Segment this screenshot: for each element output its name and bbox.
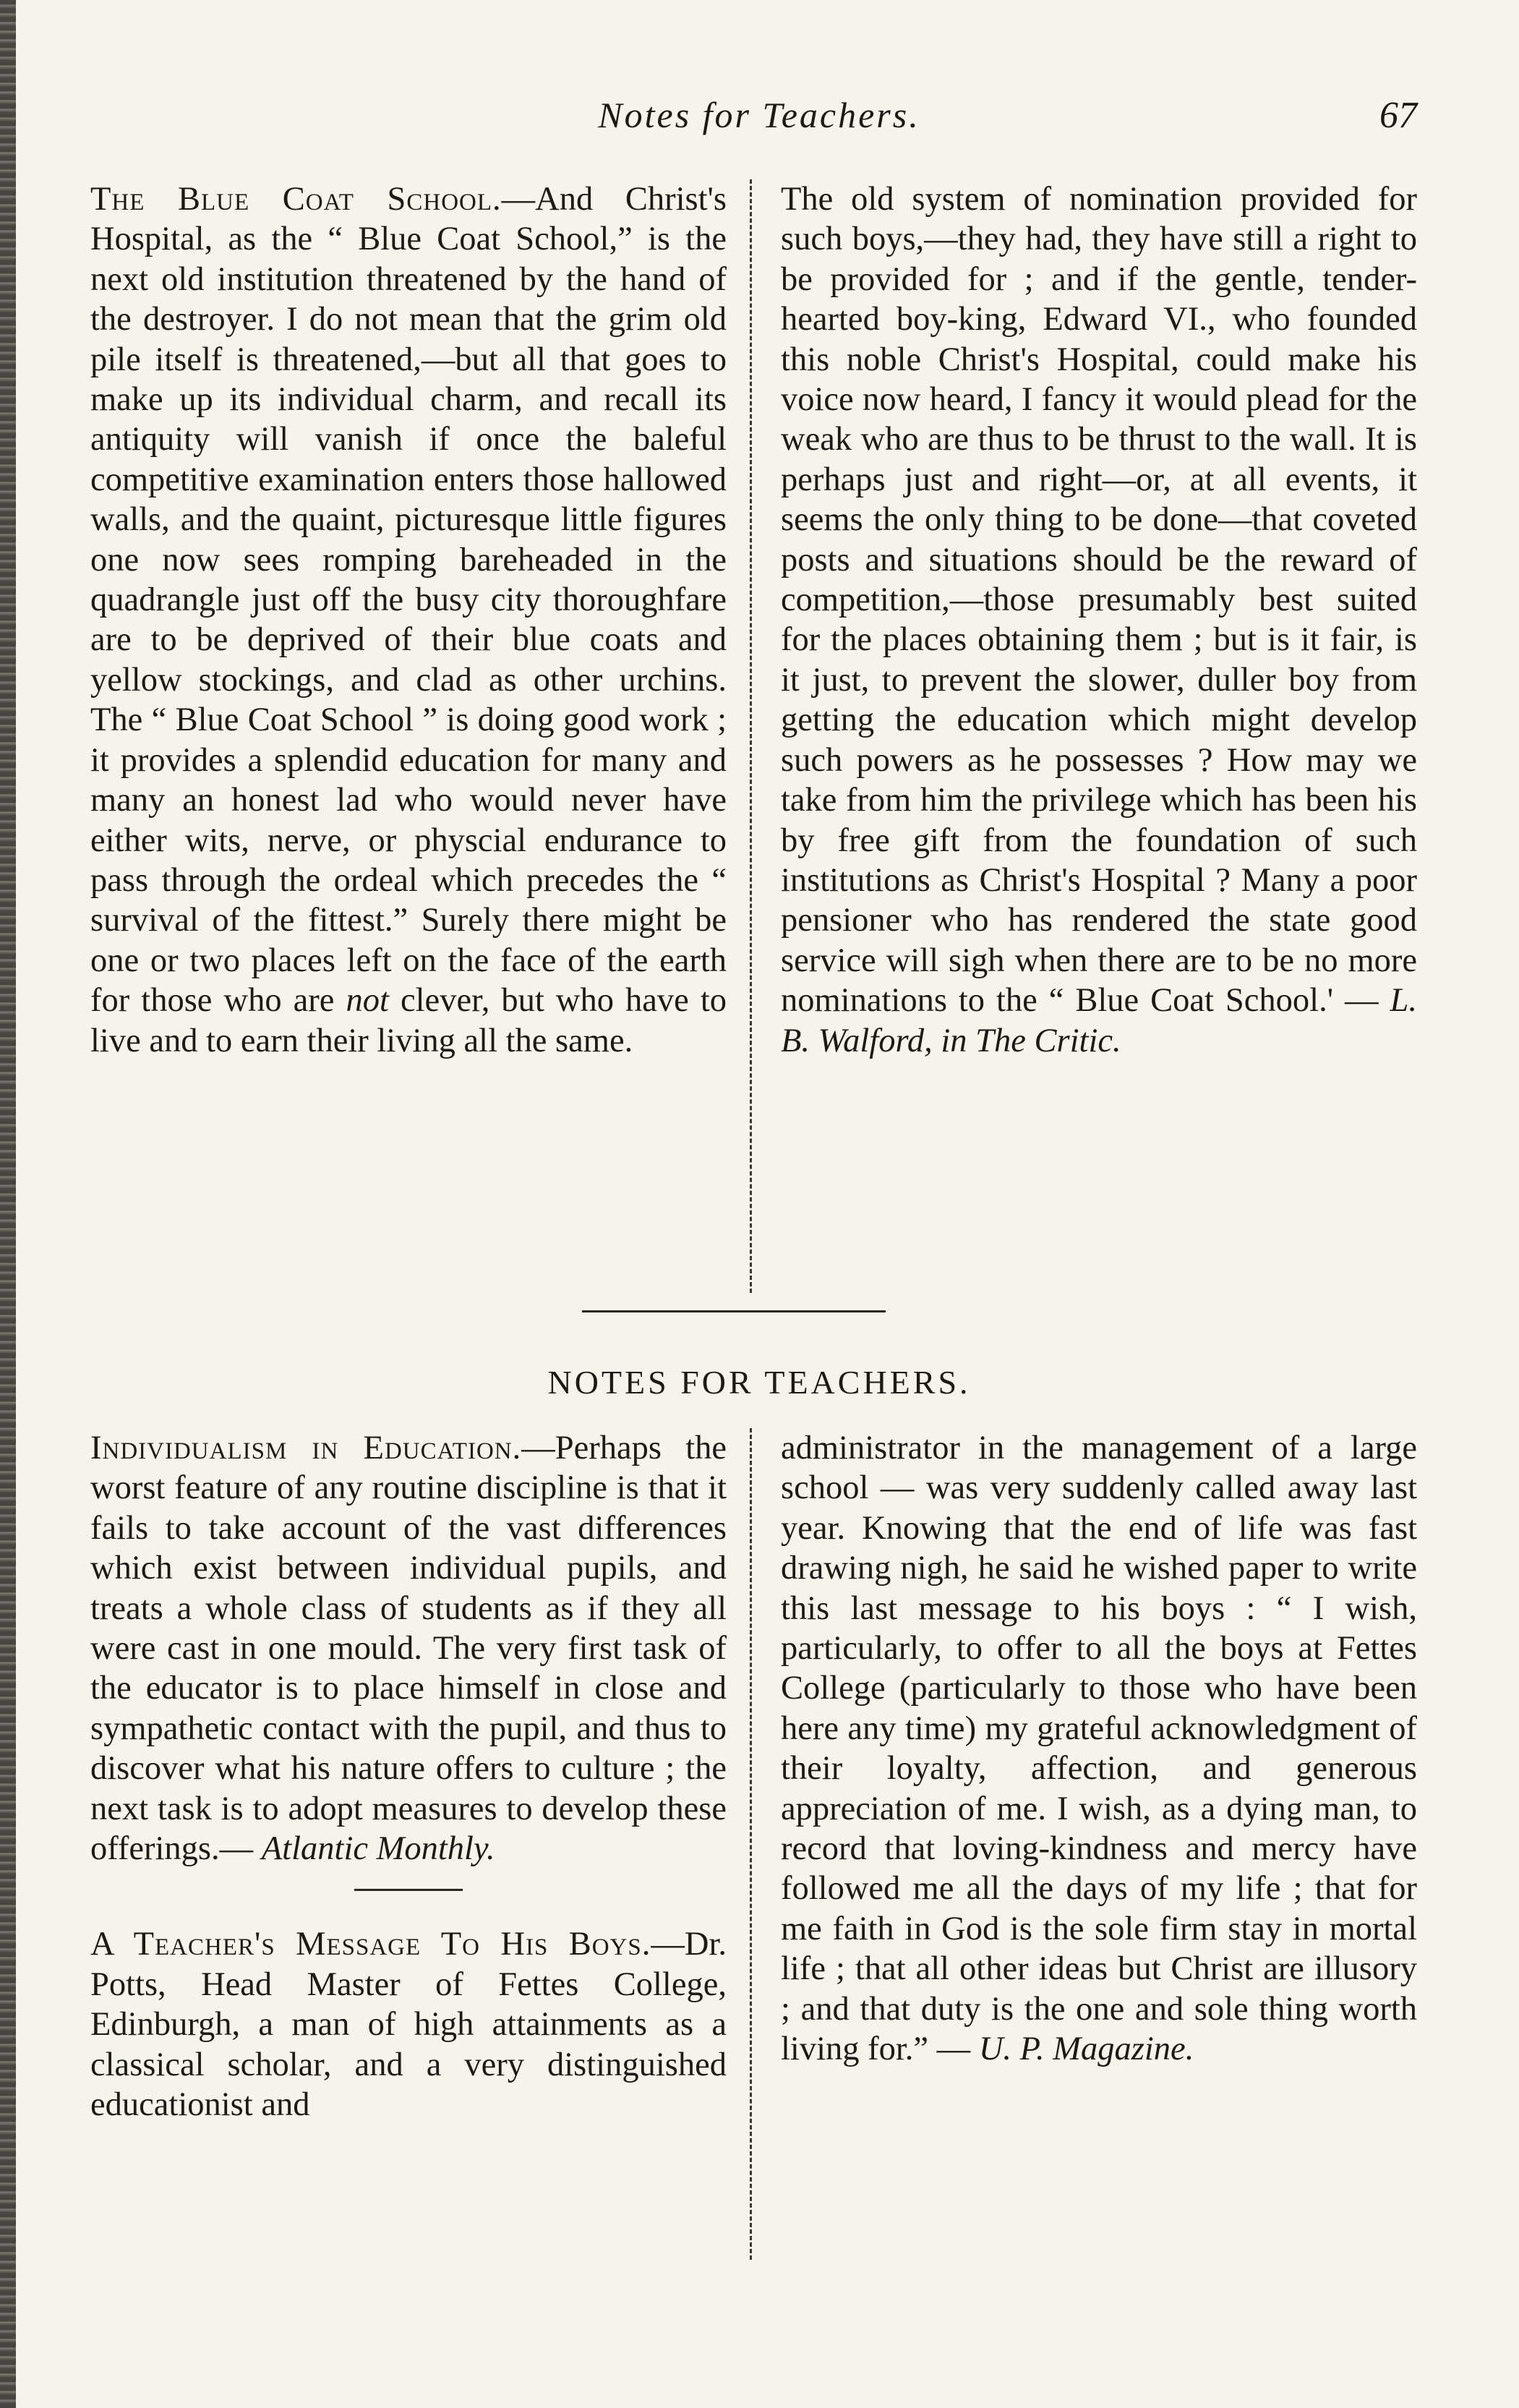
blue-coat-article [90,179,1421,1293]
article-credit: Atlantic Monthly. [261,1830,495,1868]
article-paragraph [90,1428,727,1869]
article-text: —And Christ's Hospital, as the “ Blue Coat School,” is the next old institution threatened by the hand of the destroyer. I do not mean that the grim old pile itself is threatened,—but all that goes to make up its individual charm, and recall its antiquity will vanish if once the baleful competitive examination enters those hallowed walls, and the quaint, picturesque little figures one now sees romping bareheaded in the quadrangle just off the busy city thoroughfare are to be deprived of their blue coats and yellow stockings, and clad as other urchins. The “ Blue Coat School ” is doing good work ; it provides a splendid education for many and many an honest lad who would never have either wits, nerve, or physcial endurance to pass through the ordeal which precedes the “ survival of the fittest.” Surely there might be one or two places left on the face of the earth for those who are [90,181,727,1020]
article-paragraph [90,1924,727,2125]
article-text: The old system of nomination provided for such boys,—they had, they have still a right to be provided for ; and if the gentle, tender-hearted boy-king, Edward VI., who founded this noble Christ's Hospital, could make his voice now heard, I fancy it would plead for the weak who are thus to be thrust to the wall. It is perhaps just and right—or, at all events, it seems the only thing to be done—that coveted posts and situations should be the reward of competition,—those presumably best suited for the places obtaining them ; but is it fair, is it just, to prevent the slower, duller boy from getting the education which might develop such powers as he possesses ? How may we take from him the privilege which has been his by free gift from the foundation of such institutions as Christ's Hospital ? Many a poor pensioner who has rendered the state good service will sigh when there are to be no more nominations to the “ Blue Coat School.' — [781,181,1417,1020]
article-paragraph [90,179,727,1061]
article-credit: L. B. Walford, in The Critic. [781,982,1418,1059]
article-divider [354,1889,463,1891]
article-text: —Dr. Potts, Head Master of Fettes College, Edinburgh, a man of high attainments as a classical scholar, and a very distinguished educationist and [90,1926,727,2124]
binding-edge [0,0,16,2408]
right-column [781,179,1417,1061]
running-head [87,94,1432,152]
article-text: administrator in the management of a large school — was very suddenly called away last year. Knowing that the end of life was fast drawing nigh, he said he wished paper to write this last message to his boys : “ I wish, particularly, to offer to all the boys at Fettes College (particularly to those who have been here any time) my grateful acknowledgment of their loyalty, affection, and generous appreciation of me. I wish, as a dying man, to record that loving-kindness and mercy have followed me all the days of my life ; that for me faith in God is the sole firm stay in mortal life ; that all other ideas but Christ are illusory ; and that duty is the one and sole thing worth living for.” — [781,1430,1417,2068]
article-text: —Perhaps the worst feature of any routine discipline is that it fails to take account of the vast differences which exist between individual pupils, and treats a whole class of students as if they all were cast in one mould. The very first task of the educator is to place himself in close and sympathetic contact with the pupil, and thus to discover what his nature offers to culture ; the next task is to adopt measures to develop these offerings.— [90,1430,727,1868]
page-number: 67 [1379,95,1417,136]
column-divider [750,1428,752,2260]
left-column [90,1428,727,2125]
article-run-in-title: Individualism in Education. [90,1430,522,1466]
article-run-in-title: A Teacher's Message To His Boys. [90,1926,651,1963]
running-title: Notes for Teachers. [598,95,920,135]
right-column [781,1428,1417,2070]
article-run-in-title: The Blue Coat School. [90,181,502,218]
article-paragraph [781,179,1417,1061]
section-heading: NOTES FOR TEACHERS. [547,1364,971,1401]
column-divider [750,179,752,1293]
article-paragraph [781,1428,1417,2070]
left-column [90,179,727,1061]
section-divider [582,1310,886,1312]
article-credit: U. P. Magazine. [978,2031,1194,2068]
notes-section [90,1428,1421,2260]
emphasis-text: not [346,982,389,1020]
article-text: clever, but who have to live and to earn their living all the same. [90,982,727,1059]
